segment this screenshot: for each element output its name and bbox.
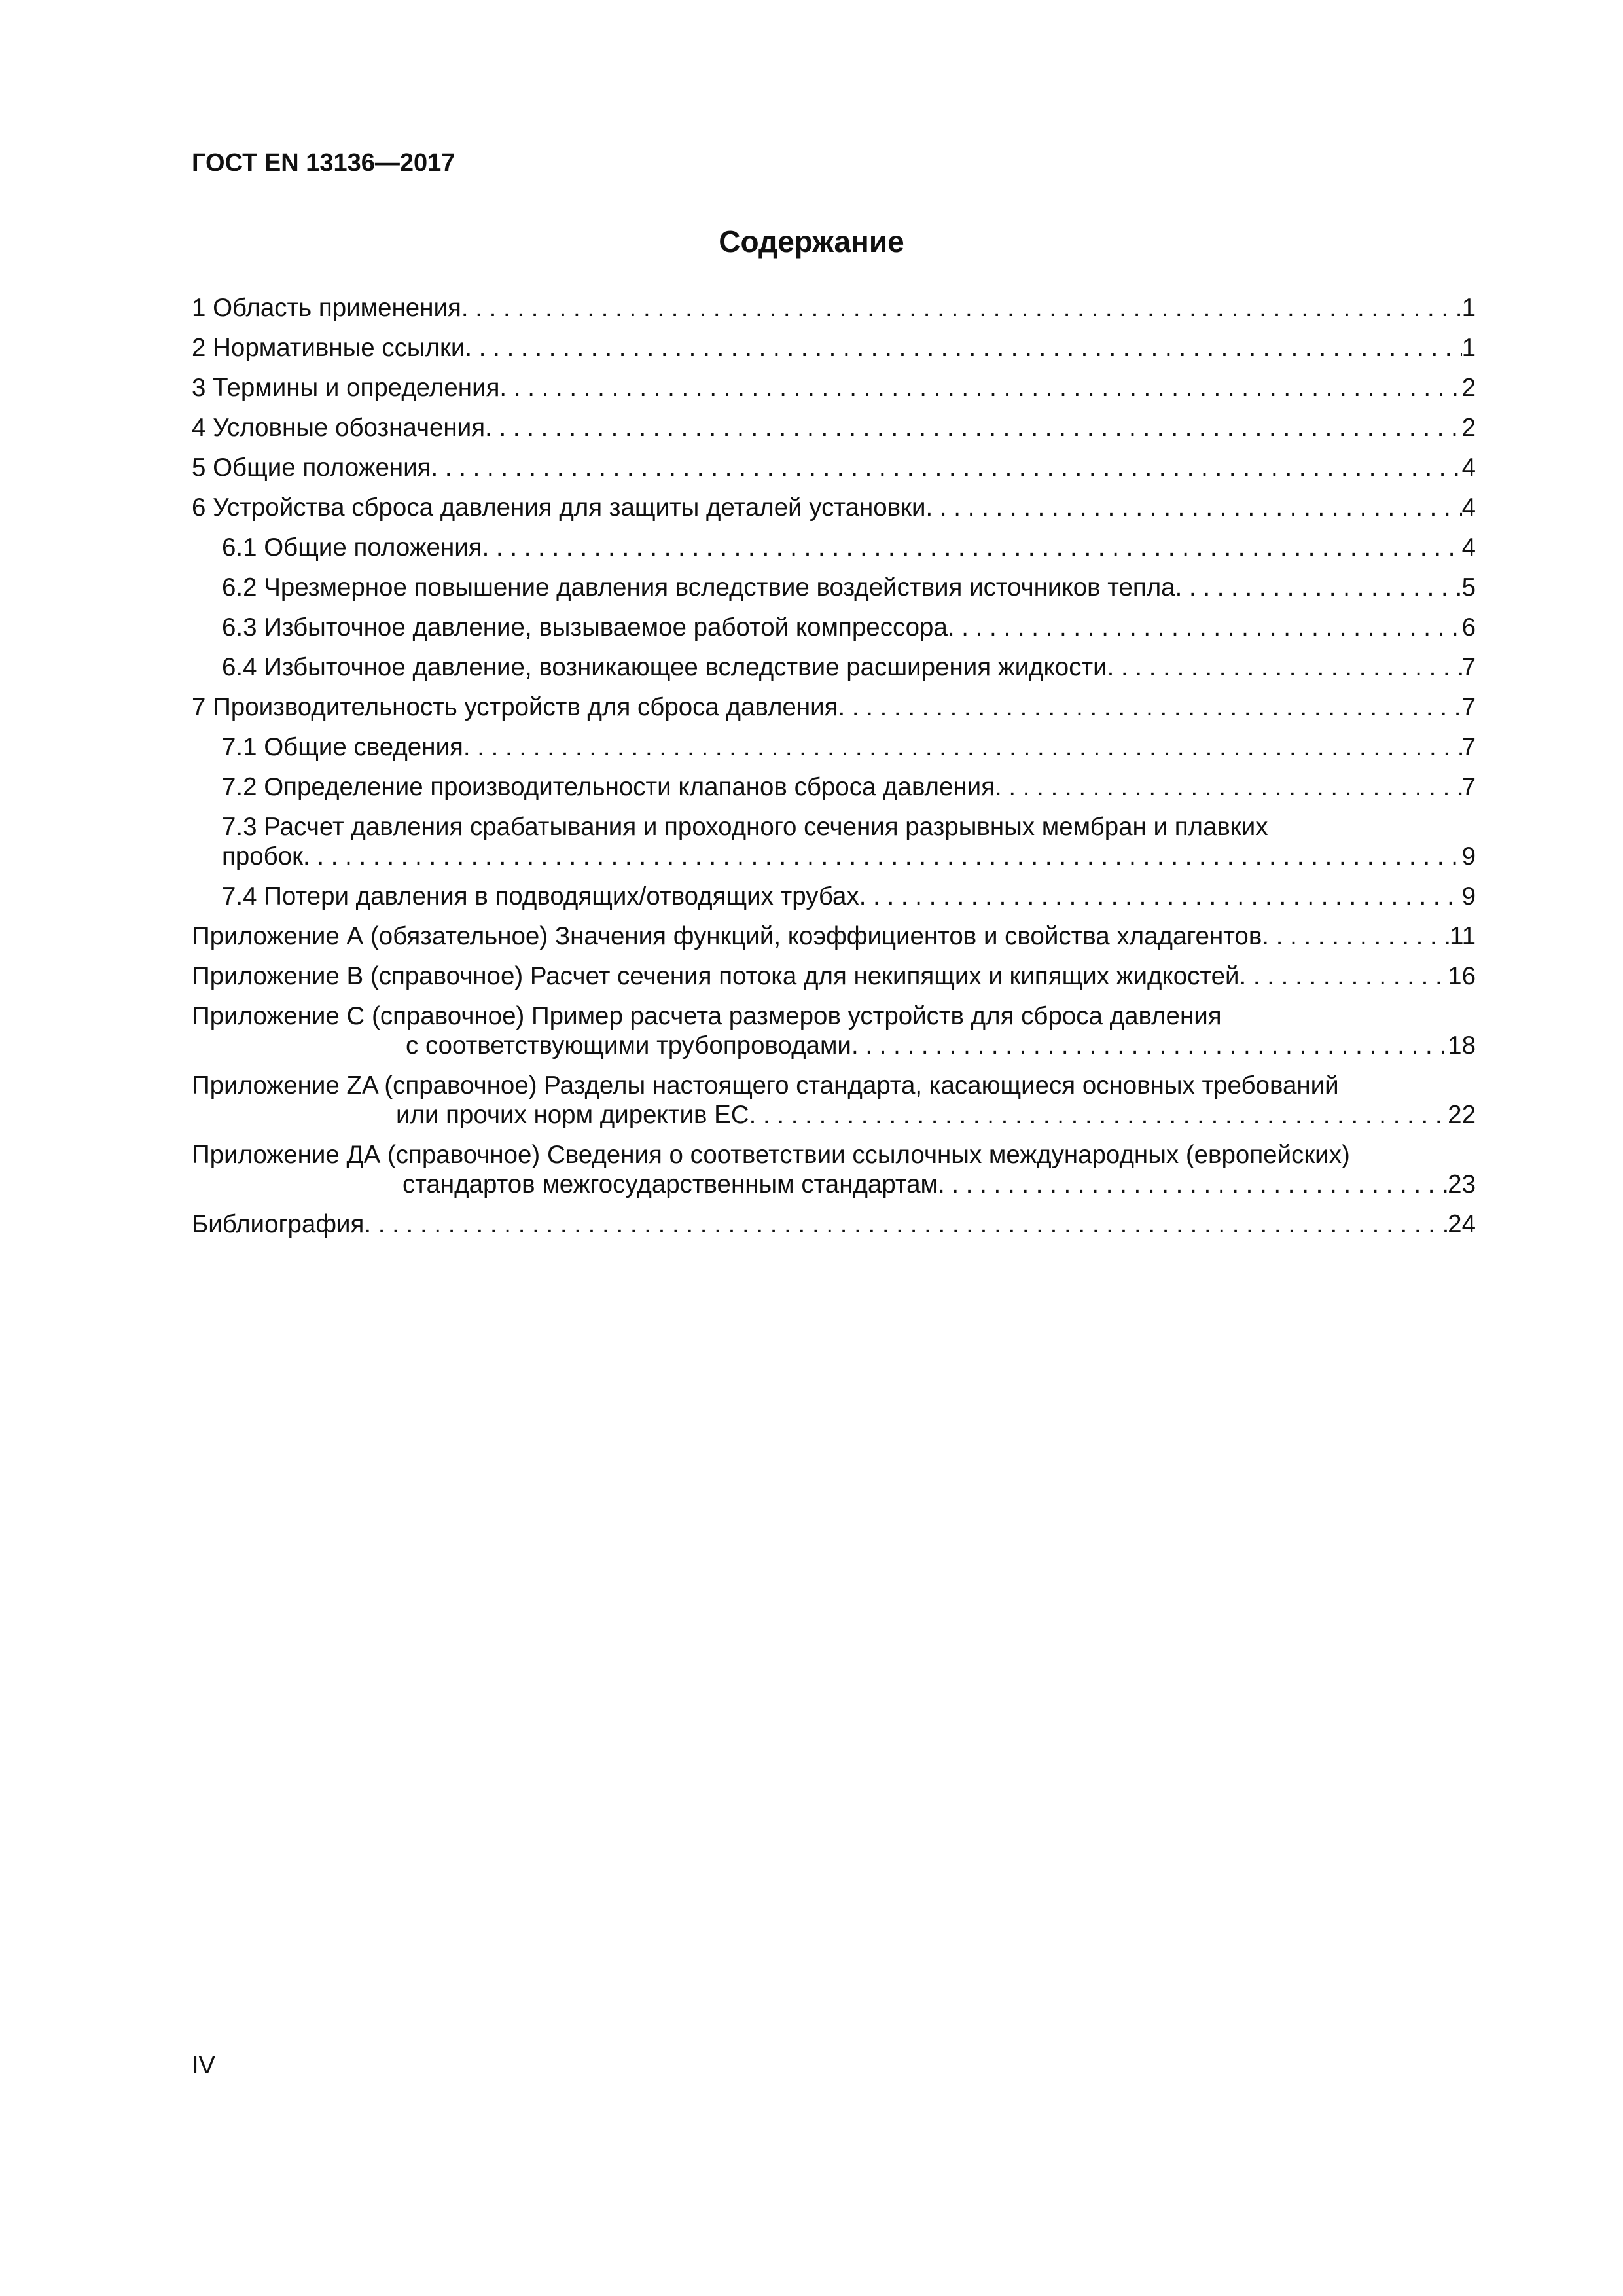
- toc-entry-label: 5 Общие положения: [192, 454, 431, 482]
- toc-entry-page: 2: [1461, 374, 1476, 402]
- dot-leader: [431, 453, 1461, 482]
- toc-entry-label-line1: 7.3 Расчет давления срабатывания и проходного сечения разрывных мембран и плавких: [222, 813, 1268, 841]
- toc-entry-continuation: [192, 1170, 1476, 1199]
- dot-leader: [303, 842, 1462, 871]
- toc-entry-page: 9: [1461, 842, 1476, 870]
- toc-entry-label-line1: Приложение С (справочное) Пример расчета размеров устройств для сброса давления: [192, 1002, 1222, 1030]
- toc-entry-label: 7.2 Определение производительности клапанов сброса давления: [222, 773, 995, 801]
- dot-leader: [1262, 922, 1450, 951]
- document-header: ГОСТ EN 13136—2017: [192, 149, 455, 177]
- toc-entry-page: 4: [1461, 493, 1476, 522]
- toc-entry-label: 7.4 Потери давления в подводящих/отводящих трубах: [222, 882, 859, 910]
- toc-entry-page: 7: [1461, 693, 1476, 721]
- toc-entry-label: 2 Нормативные ссылки: [192, 334, 465, 362]
- toc-entry-label-line2: стандартов межгосударственным стандартам: [402, 1170, 938, 1198]
- toc-entry-page: 5: [1461, 573, 1476, 601]
- toc-entry-page: 24: [1448, 1210, 1476, 1238]
- toc-entry-label: Приложение А (обязательное) Значения функций, коэффициентов и свойства хладагентов: [192, 922, 1262, 950]
- toc-entry-continuation: [222, 842, 1476, 871]
- toc-entry-page: 2: [1461, 414, 1476, 442]
- toc-entry-label: 6.1 Общие положения: [222, 533, 482, 562]
- dot-leader: [995, 772, 1462, 802]
- toc-entry-appendix-multiline[interactable]: [192, 1001, 1476, 1060]
- toc-entry[interactable]: [192, 333, 1476, 363]
- toc-entry-label: Приложение В (справочное) Расчет сечения потока для некипящих и кипящих жидкостей: [192, 962, 1240, 990]
- dot-leader: [461, 293, 1462, 323]
- dot-leader: [1107, 653, 1462, 682]
- toc-entry-appendix[interactable]: [192, 961, 1476, 991]
- toc-entry-label: 1 Область применения: [192, 294, 461, 322]
- toc-entry[interactable]: [192, 1210, 1476, 1239]
- toc-entry-appendix-multiline[interactable]: [192, 1071, 1476, 1130]
- toc-entry[interactable]: [192, 413, 1476, 442]
- toc-subentry[interactable]: [192, 613, 1476, 642]
- toc-entry-page: 4: [1461, 533, 1476, 562]
- toc-entry-continuation: [192, 1031, 1476, 1060]
- dot-leader: [749, 1100, 1448, 1130]
- toc-entry-page: 9: [1461, 882, 1476, 910]
- toc-entry-label: 7 Производительность устройств для сброса давления: [192, 693, 838, 721]
- dot-leader: [938, 1170, 1448, 1199]
- toc-entry[interactable]: [192, 293, 1476, 323]
- page-title: Содержание: [719, 224, 904, 259]
- toc-entry-label-line2: с соответствующими трубопроводами: [406, 1031, 851, 1060]
- toc-entry-page: 11: [1450, 922, 1476, 950]
- dot-leader: [485, 413, 1462, 442]
- dot-leader: [1175, 573, 1462, 602]
- toc-entry-label: 6.4 Избыточное давление, возникающее вследствие расширения жидкости: [222, 653, 1107, 681]
- toc-entry[interactable]: [192, 453, 1476, 482]
- dot-leader: [851, 1031, 1448, 1060]
- toc-entry[interactable]: [192, 493, 1476, 522]
- toc-entry-page: 7: [1461, 653, 1476, 681]
- dot-leader: [859, 882, 1462, 911]
- toc-entry-label: 6.3 Избыточное давление, вызываемое работой компрессора: [222, 613, 948, 641]
- dot-leader: [499, 373, 1461, 403]
- toc-subentry[interactable]: [192, 533, 1476, 562]
- toc-entry-label: 6.2 Чрезмерное повышение давления вследствие воздействия источников тепла: [222, 573, 1175, 601]
- table-of-contents: [192, 293, 1476, 1239]
- toc-entry-label-line2: пробок: [222, 842, 303, 870]
- toc-entry-label: 4 Условные обозначения: [192, 414, 486, 442]
- dot-leader: [463, 732, 1462, 762]
- toc-entry-appendix[interactable]: [192, 922, 1476, 951]
- toc-entry-page: 18: [1448, 1031, 1476, 1060]
- toc-entry-label: 7.1 Общие сведения: [222, 733, 463, 761]
- toc-entry-label: Библиография: [192, 1210, 365, 1238]
- dot-leader: [364, 1210, 1448, 1239]
- toc-subentry[interactable]: [192, 653, 1476, 682]
- toc-subentry[interactable]: [192, 573, 1476, 602]
- toc-entry-page: 22: [1448, 1101, 1476, 1129]
- toc-entry[interactable]: [192, 692, 1476, 722]
- dot-leader: [465, 333, 1461, 363]
- toc-entry-page: 7: [1461, 733, 1476, 761]
- toc-subentry[interactable]: [192, 772, 1476, 802]
- toc-entry-page: 23: [1448, 1170, 1476, 1198]
- toc-entry-label: 3 Термины и определения: [192, 374, 500, 402]
- toc-subentry[interactable]: [192, 882, 1476, 911]
- toc-entry-label-line1: Приложение ZA (справочное) Разделы настоящего стандарта, касающиеся основных требований: [192, 1071, 1339, 1100]
- toc-entry-continuation: [192, 1100, 1476, 1130]
- dot-leader: [838, 692, 1461, 722]
- dot-leader: [482, 533, 1462, 562]
- toc-entry-label-line2: или прочих норм директив ЕС: [396, 1101, 749, 1129]
- dot-leader: [1240, 961, 1448, 991]
- toc-entry-label-line1: Приложение ДА (справочное) Сведения о соответствии ссылочных международных (европейских): [192, 1141, 1350, 1169]
- toc-entry-page: 7: [1461, 773, 1476, 801]
- toc-entry-page: 1: [1461, 294, 1476, 322]
- toc-entry-appendix-multiline[interactable]: [192, 1140, 1476, 1199]
- dot-leader: [948, 613, 1462, 642]
- page-number: IV: [192, 2052, 215, 2079]
- toc-entry-label: 6 Устройства сброса давления для защиты деталей установки: [192, 493, 926, 522]
- toc-entry-page: 16: [1448, 962, 1476, 990]
- toc-entry[interactable]: [192, 373, 1476, 403]
- toc-entry-page: 4: [1461, 454, 1476, 482]
- toc-subentry-multiline[interactable]: [192, 812, 1476, 871]
- toc-entry-page: 1: [1461, 334, 1476, 362]
- dot-leader: [926, 493, 1462, 522]
- toc-subentry[interactable]: [192, 732, 1476, 762]
- toc-entry-page: 6: [1461, 613, 1476, 641]
